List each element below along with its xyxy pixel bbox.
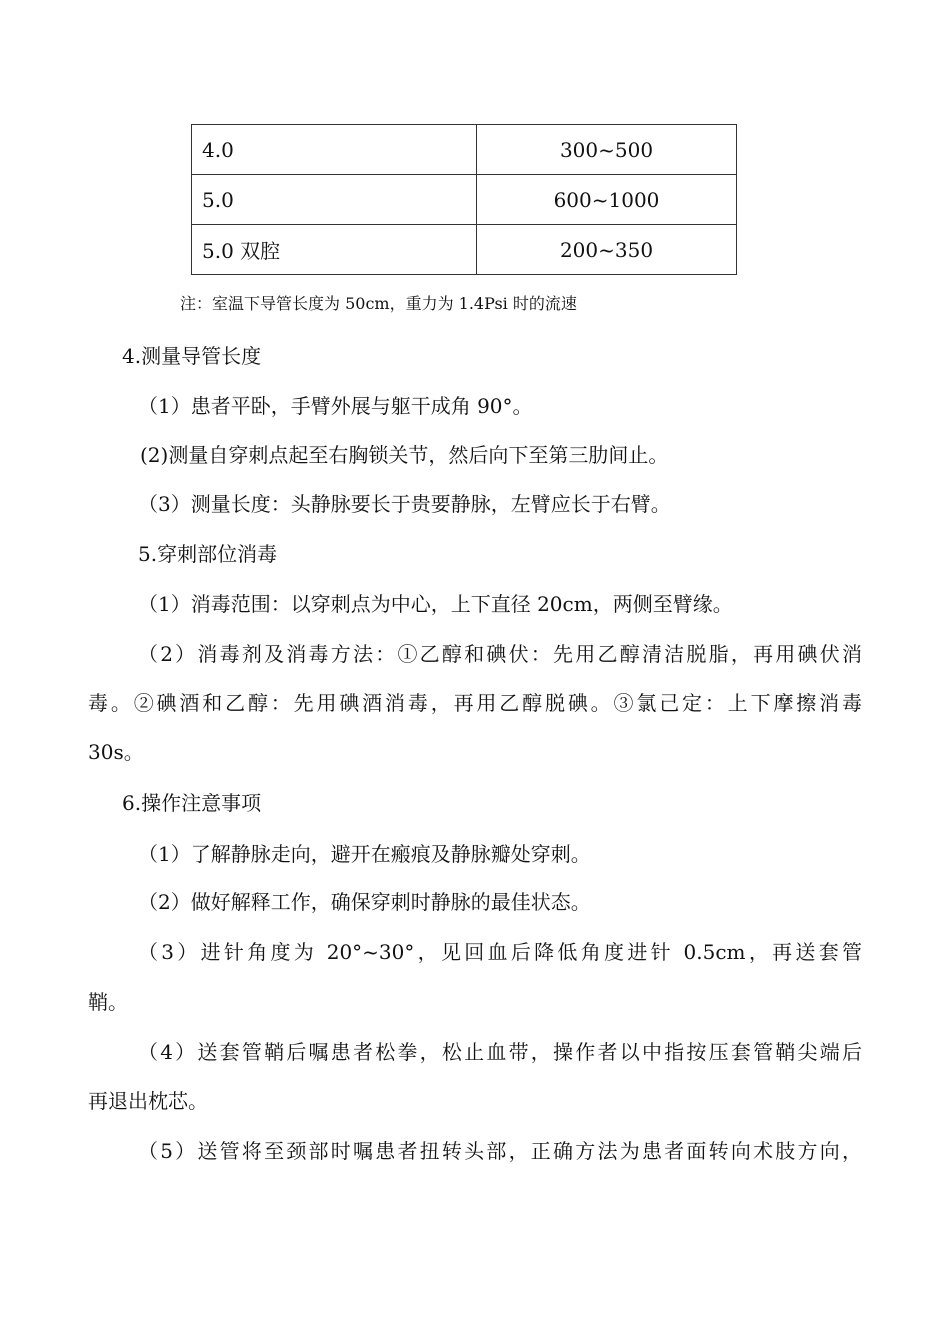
paragraph-disinfect-2-line1: （2）消毒剂及消毒方法：①乙醇和碘伏：先用乙醇清洁脱脂，再用碘伏消 [138,642,862,666]
catheter-size-cell: 4.0 [192,125,477,175]
table-row [192,125,737,175]
table-row [192,175,737,225]
paragraph-measure-2: (2)测量自穿刺点起至右胸锁关节，然后向下至第三肋间止。 [140,443,669,467]
section-heading-disinfect: 5.穿刺部位消毒 [138,542,278,566]
paragraph-caution-3-line1: （3）进针角度为 20°~30°，见回血后降低角度进针 0.5cm，再送套管 [138,940,862,964]
table-note: 注：室温下导管长度为 50cm，重力为 1.4Psi 时的流速 [180,294,577,313]
catheter-size-cell: 5.0 双腔 [192,225,477,275]
paragraph-disinfect-2-line2: 毒。②碘酒和乙醇：先用碘酒消毒，再用乙醇脱碘。③氯己定：上下摩擦消毒 [88,691,862,715]
paragraph-caution-1: （1）了解静脉走向，避开在瘢痕及静脉瓣处穿刺。 [138,842,591,866]
paragraph-disinfect-2-line3: 30s。 [88,740,144,764]
paragraph-caution-5-line1: （5）送管将至颈部时嘱患者扭转头部，正确方法为患者面转向术肢方向， [138,1139,862,1163]
paragraph-caution-3-line2: 鞘。 [88,990,128,1014]
section-heading-cautions: 6.操作注意事项 [122,791,262,815]
table-row [192,225,737,275]
paragraph-caution-2: （2）做好解释工作，确保穿刺时静脉的最佳状态。 [138,890,591,914]
paragraph-measure-3: （3）测量长度：头静脉要长于贵要静脉，左臂应长于右臂。 [138,492,671,516]
catheter-size-cell: 5.0 [192,175,477,225]
flow-rate-cell: 300~500 [477,125,737,175]
paragraph-disinfect-1: （1）消毒范围：以穿刺点为中心，上下直径 20cm，两侧至臂缘。 [138,592,733,616]
section-heading-measure: 4.测量导管长度 [122,344,262,368]
paragraph-caution-4-line1: （4）送套管鞘后嘱患者松拳，松止血带，操作者以中指按压套管鞘尖端后 [138,1040,862,1064]
flow-rate-cell: 200~350 [477,225,737,275]
catheter-flow-table [191,124,737,275]
flow-rate-cell: 600~1000 [477,175,737,225]
paragraph-caution-4-line2: 再退出枕芯。 [88,1089,208,1113]
paragraph-measure-1: （1）患者平卧，手臂外展与躯干成角 90°。 [138,394,533,418]
